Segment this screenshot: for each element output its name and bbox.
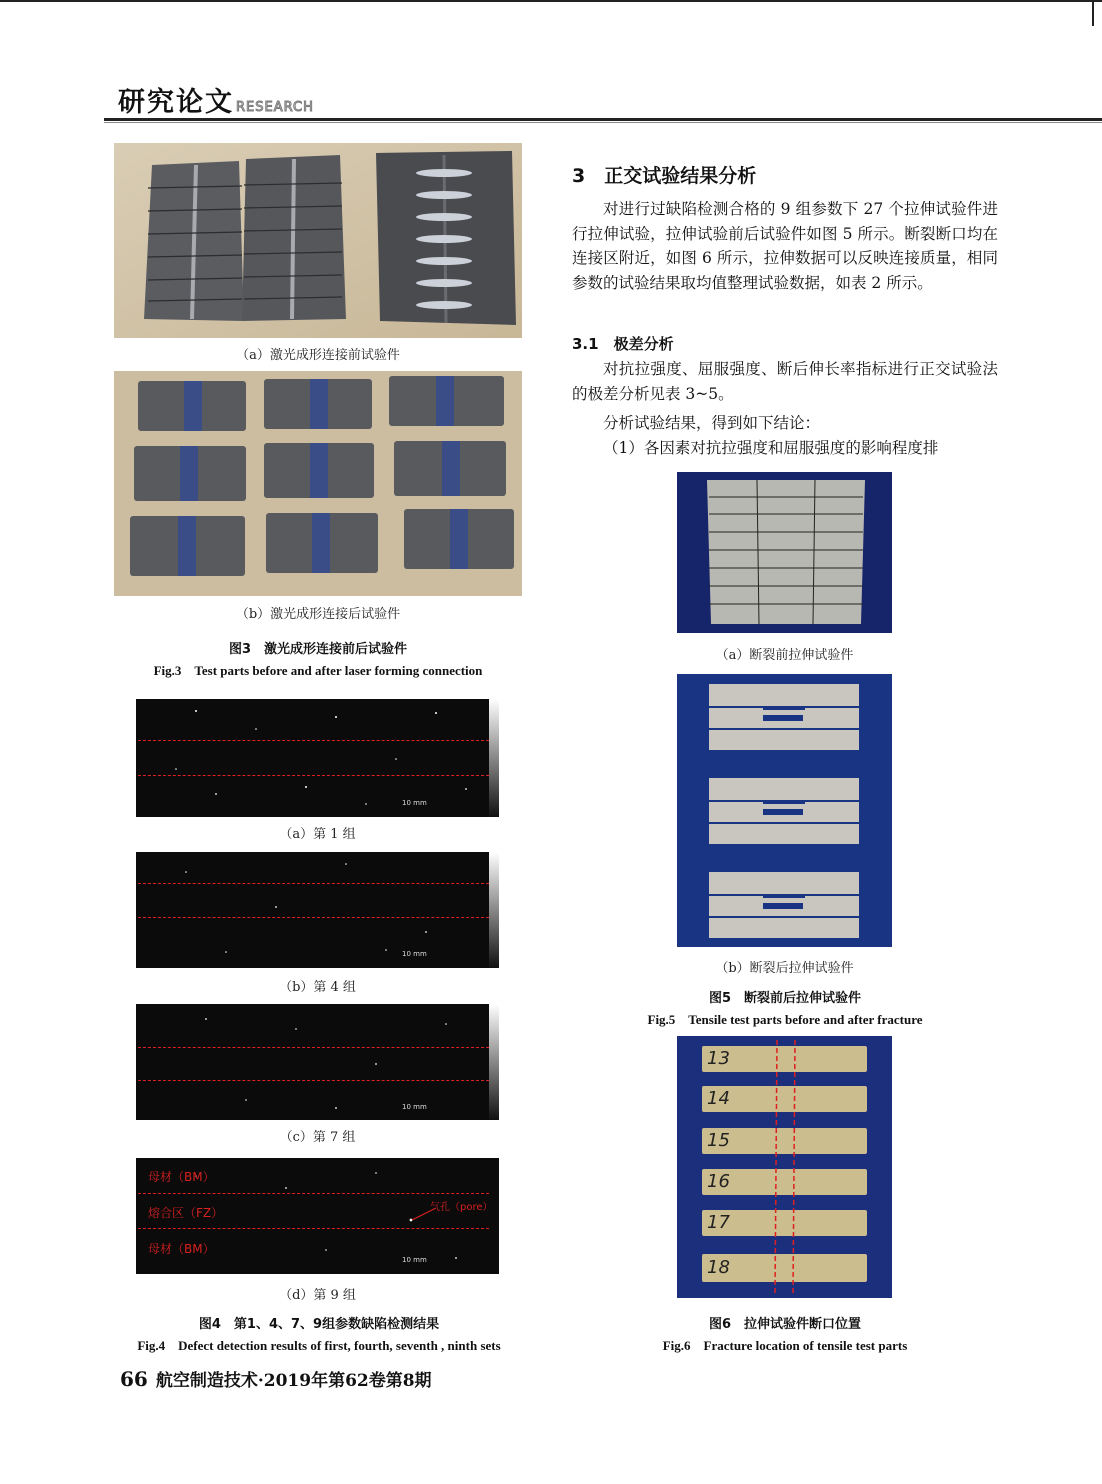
fig4-caption-cn: 图4 第1、4、7、9组参数缺陷检测结果 [198, 1317, 440, 1332]
fig4a-caption: （a）第 1 组 [279, 827, 356, 842]
fig4b-caption: （b）第 4 组 [279, 980, 356, 995]
fig4a-image [136, 699, 499, 817]
label-pore: 气孔（pore） [430, 1202, 493, 1213]
fig3b-photo [114, 371, 522, 596]
fig6-label-6: 18 [707, 1257, 730, 1278]
fig5-caption-en: Fig.5 Tensile test parts before and after fracture [647, 1012, 923, 1027]
section-header-title: 研究论文 [118, 87, 234, 118]
label-base-metal-top: 母材（BM） [148, 1170, 215, 1184]
fig5b-photo [677, 674, 892, 947]
fig5-caption-cn: 图5 断裂前后拉伸试验件 [708, 991, 862, 1006]
scale-bar-label: 10 mm [402, 799, 427, 807]
top-rule [0, 0, 1102, 2]
fig6-label-1: 13 [707, 1048, 730, 1069]
fig6-label-4: 16 [707, 1171, 730, 1192]
scale-bar-label: 10 mm [402, 1103, 427, 1111]
label-fusion-zone: 熔合区（FZ） [148, 1206, 224, 1220]
fig5b-caption: （b）断裂后拉伸试验件 [715, 961, 854, 976]
label-base-metal-bottom: 母材（BM） [148, 1242, 215, 1256]
fig5a-photo [677, 472, 892, 633]
fig4-caption-en: Fig.4 Defect detection results of first, fourth, seventh , ninth sets [137, 1338, 501, 1353]
fig6-label-5: 17 [707, 1212, 730, 1233]
fig6-label-2: 14 [707, 1088, 730, 1109]
scale-bar-label: 10 mm [402, 950, 427, 958]
fig3b-caption: （b）激光成形连接后试验件 [235, 607, 401, 622]
header-rule-thin [104, 122, 1102, 123]
fig3a-caption: （a）激光成形连接前试验件 [236, 348, 400, 363]
fig3-caption-cn: 图3 激光成形连接前后试验件 [228, 642, 408, 657]
fig5a-caption: （a）断裂前拉伸试验件 [715, 648, 854, 663]
page-number: 66 [120, 1367, 148, 1391]
fig4d-image [136, 1158, 499, 1274]
header-rule [104, 118, 1102, 121]
fig4b-image [136, 852, 499, 968]
journal-name: 航空制造技术·2019年第62卷第8期 [155, 1371, 432, 1391]
section-3-1-paragraph-1: 对抗拉强度、屈服强度、断后伸长率指标进行正交试验法的极差分析见表 3~5。 [572, 360, 998, 403]
fig6-photo [677, 1036, 892, 1298]
fig4c-image [136, 1004, 499, 1120]
section-3-paragraph-1: 对进行过缺陷检测合格的 9 组参数下 27 个拉伸试验件进行拉伸试验，拉伸试验前后试验件如图 5 所示。断裂断口均在连接区附近，如图 6 所示，拉伸数据可以反映连接质量，相同参数的试验结果取均值整理试验数据，如表 2 所示。 [572, 200, 998, 292]
section-header-research: RESEARCH [236, 100, 314, 115]
page-footer [120, 1366, 432, 1391]
fig6-caption-cn: 图6 拉伸试验件断口位置 [708, 1317, 862, 1332]
fig4c-caption: （c）第 7 组 [279, 1130, 356, 1145]
fig3-caption-en: Fig.3 Test parts before and after laser forming connection [153, 663, 483, 678]
corner-rule [1092, 0, 1094, 26]
section-3-title: 3 正交试验结果分析 [572, 165, 757, 187]
fig4d-caption: （d）第 9 组 [279, 1288, 356, 1303]
scale-bar-label: 10 mm [402, 1256, 427, 1264]
section-3-1-title: 3.1 极差分析 [572, 335, 674, 353]
section-3-1-paragraph-3: （1）各因素对抗拉强度和屈服强度的影响程度排 [603, 439, 939, 457]
fig6-caption-en: Fig.6 Fracture location of tensile test parts [662, 1338, 908, 1353]
fig3a-photo [114, 143, 522, 338]
section-3-1-paragraph-2: 分析试验结果，得到如下结论： [603, 414, 821, 432]
fig6-label-3: 15 [707, 1130, 730, 1151]
